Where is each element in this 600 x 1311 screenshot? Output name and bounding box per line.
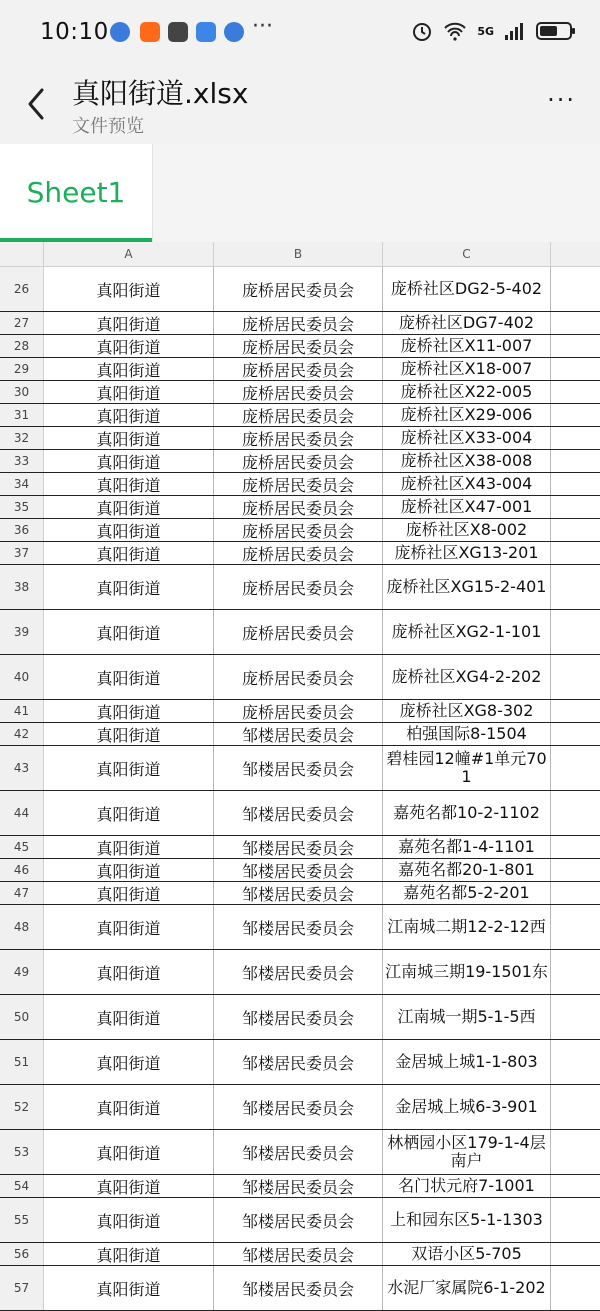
cell-empty[interactable] [551,655,600,699]
table-row [0,404,600,427]
cell-empty[interactable] [551,358,600,380]
table-row [0,995,600,1040]
cell-street[interactable]: 真阳街道 [44,746,214,790]
cell-empty[interactable] [551,1243,600,1265]
row-number[interactable]: 50 [0,995,44,1039]
cell-street[interactable]: 真阳街道 [44,542,214,564]
table-row [0,700,600,723]
row-number[interactable]: 49 [0,950,44,994]
row-number[interactable]: 26 [0,267,44,311]
cell-street[interactable]: 真阳街道 [44,312,214,334]
cell-address[interactable]: 庞桥社区X11-007 [383,335,551,357]
row-number[interactable]: 34 [0,473,44,495]
cell-committee[interactable]: 邹楼居民委员会 [214,1130,383,1174]
table-row [0,1085,600,1130]
cell-empty[interactable] [551,1085,600,1129]
cell-address[interactable]: 庞桥社区X33-004 [383,427,551,449]
cell-street[interactable]: 真阳街道 [44,496,214,518]
cell-address[interactable]: 嘉苑名都5-2-201 [383,882,551,904]
cell-empty[interactable] [551,610,600,654]
cell-address[interactable]: 江南城一期5-1-5西 [383,995,551,1039]
cell-address[interactable]: 名门状元府7-1001 [383,1175,551,1197]
cell-street[interactable]: 真阳街道 [44,610,214,654]
cell-committee[interactable]: 邹楼居民委员会 [214,1175,383,1197]
cell-address[interactable]: 庞桥社区XG8-302 [383,700,551,722]
cell-street[interactable]: 真阳街道 [44,427,214,449]
cell-address[interactable]: 庞桥社区DG7-402 [383,312,551,334]
row-number[interactable]: 43 [0,746,44,790]
cell-empty[interactable] [551,905,600,949]
cell-street[interactable]: 真阳街道 [44,381,214,403]
row-number[interactable]: 29 [0,358,44,380]
cell-address[interactable]: 水泥厂家属院6-1-202 [383,1266,551,1310]
column-header-row [0,242,600,267]
tab-label: Sheet1 [26,176,126,209]
row-number[interactable]: 53 [0,1130,44,1174]
cell-street[interactable]: 真阳街道 [44,1198,214,1242]
cell-address[interactable]: 庞桥社区X22-005 [383,381,551,403]
tab-sheet1[interactable] [0,144,153,242]
row-number[interactable]: 39 [0,610,44,654]
cell-committee[interactable]: 邹楼居民委员会 [214,746,383,790]
cell-committee[interactable]: 庞桥居民委员会 [214,381,383,403]
row-number[interactable]: 28 [0,335,44,357]
cell-street[interactable]: 真阳街道 [44,450,214,472]
table-row [0,267,600,312]
cell-street[interactable]: 真阳街道 [44,882,214,904]
cell-committee[interactable]: 邹楼居民委员会 [214,1040,383,1084]
cell-address[interactable]: 碧桂园12幢#1单元701 [383,746,551,790]
cell-address[interactable]: 庞桥社区XG2-1-101 [383,610,551,654]
cell-address[interactable]: 江南城二期12-2-12西 [383,905,551,949]
cell-empty[interactable] [551,450,600,472]
cell-empty[interactable] [551,267,600,311]
back-arrow-icon[interactable] [20,84,52,124]
network-type: 5G [477,24,494,38]
cell-address[interactable]: 庞桥社区X29-006 [383,404,551,426]
row-number[interactable]: 45 [0,836,44,858]
spreadsheet-grid[interactable] [0,242,600,1311]
column-header-d[interactable] [551,242,600,266]
cell-street[interactable]: 真阳街道 [44,1085,214,1129]
table-row [0,473,600,496]
row-number[interactable]: 35 [0,496,44,518]
cell-street[interactable]: 真阳街道 [44,267,214,311]
row-number[interactable]: 30 [0,381,44,403]
table-row [0,859,600,882]
cell-address[interactable]: 上和园东区5-1-1303 [383,1198,551,1242]
corner-cell[interactable] [0,242,44,266]
cell-committee[interactable]: 庞桥居民委员会 [214,358,383,380]
cell-committee[interactable]: 庞桥居民委员会 [214,335,383,357]
cell-street[interactable]: 真阳街道 [44,905,214,949]
table-row [0,496,600,519]
cell-committee[interactable]: 邹楼居民委员会 [214,905,383,949]
more-options-icon[interactable]: ··· [547,86,576,114]
cell-committee[interactable]: 庞桥居民委员会 [214,450,383,472]
status-right [411,20,572,42]
cell-committee[interactable]: 邹楼居民委员会 [214,1266,383,1310]
row-number[interactable]: 56 [0,1243,44,1265]
cell-address[interactable]: 庞桥社区X8-002 [383,519,551,541]
table-row [0,358,600,381]
status-time: 10:10 [40,19,109,45]
cell-address[interactable]: 庞桥社区XG4-2-202 [383,655,551,699]
cell-street[interactable]: 真阳街道 [44,995,214,1039]
alarm-icon [411,20,433,42]
table-row [0,950,600,995]
cell-street[interactable]: 真阳街道 [44,1243,214,1265]
cell-committee[interactable]: 庞桥居民委员会 [214,519,383,541]
cell-committee[interactable]: 庞桥居民委员会 [214,267,383,311]
row-number[interactable]: 44 [0,791,44,835]
cell-empty[interactable] [551,791,600,835]
table-row [0,381,600,404]
cell-street[interactable]: 真阳街道 [44,1130,214,1174]
row-number[interactable]: 27 [0,312,44,334]
cell-empty[interactable] [551,700,600,722]
browser-icon [224,22,244,42]
cell-empty[interactable] [551,746,600,790]
cell-committee[interactable]: 庞桥居民委员会 [214,312,383,334]
row-number[interactable]: 37 [0,542,44,564]
cell-committee[interactable]: 庞桥居民委员会 [214,404,383,426]
cell-committee[interactable]: 邹楼居民委员会 [214,859,383,881]
battery-icon [536,22,572,40]
signal-icon [504,21,526,41]
cell-address[interactable]: 庞桥社区XG15-2-401 [383,565,551,609]
cell-address[interactable]: 嘉苑名都1-4-1101 [383,836,551,858]
cell-committee[interactable]: 邹楼居民委员会 [214,1085,383,1129]
cell-address[interactable]: 庞桥社区X18-007 [383,358,551,380]
cell-committee[interactable]: 邹楼居民委员会 [214,1198,383,1242]
row-number[interactable]: 52 [0,1085,44,1129]
table-row [0,450,600,473]
row-number[interactable]: 36 [0,519,44,541]
cell-empty[interactable] [551,995,600,1039]
cell-street[interactable]: 真阳街道 [44,473,214,495]
cell-address[interactable]: 庞桥社区X47-001 [383,496,551,518]
table-row [0,723,600,746]
cell-committee[interactable]: 庞桥居民委员会 [214,655,383,699]
calendar-icon [196,22,216,42]
cell-address[interactable]: 嘉苑名都20-1-801 [383,859,551,881]
row-number[interactable]: 32 [0,427,44,449]
cell-empty[interactable] [551,427,600,449]
sheet-tab-bar [0,144,600,243]
cell-address[interactable]: 金居城上城1-1-803 [383,1040,551,1084]
cell-committee[interactable]: 邹楼居民委员会 [214,723,383,745]
cell-committee[interactable]: 庞桥居民委员会 [214,473,383,495]
cell-committee[interactable]: 庞桥居民委员会 [214,610,383,654]
cell-address[interactable]: 嘉苑名都10-2-1102 [383,791,551,835]
cell-address[interactable]: 江南城三期19-1501东 [383,950,551,994]
cell-committee[interactable]: 邹楼居民委员会 [214,836,383,858]
table-row [0,1198,600,1243]
taobao-icon [140,22,160,42]
title-bar [0,64,600,144]
cell-committee[interactable]: 庞桥居民委员会 [214,427,383,449]
cell-address[interactable]: 林栖园小区179-1-4层南户 [383,1130,551,1174]
cell-street[interactable]: 真阳街道 [44,1040,214,1084]
cell-empty[interactable] [551,1266,600,1310]
row-number[interactable]: 57 [0,1266,44,1310]
cell-committee[interactable]: 邹楼居民委员会 [214,882,383,904]
row-number[interactable]: 38 [0,565,44,609]
cell-empty[interactable] [551,1040,600,1084]
cell-street[interactable]: 真阳街道 [44,404,214,426]
table-row [0,791,600,836]
row-number[interactable]: 41 [0,700,44,722]
cell-committee[interactable]: 邹楼居民委员会 [214,995,383,1039]
row-number[interactable]: 55 [0,1198,44,1242]
cell-empty[interactable] [551,519,600,541]
cell-committee[interactable]: 邹楼居民委员会 [214,1243,383,1265]
row-number[interactable]: 42 [0,723,44,745]
cell-empty[interactable] [551,1130,600,1174]
cell-address[interactable]: 庞桥社区X38-008 [383,450,551,472]
cell-empty[interactable] [551,859,600,881]
column-header-a[interactable]: A [44,242,214,266]
cell-empty[interactable] [551,950,600,994]
grid-rows [0,267,600,1311]
cell-empty[interactable] [551,496,600,518]
table-row [0,655,600,700]
file-title: 真阳街道.xlsx [72,77,249,110]
cell-street[interactable]: 真阳街道 [44,1175,214,1197]
cell-empty[interactable] [551,882,600,904]
cell-address[interactable]: 双语小区5-705 [383,1243,551,1265]
cell-street[interactable]: 真阳街道 [44,565,214,609]
cell-committee[interactable]: 邹楼居民委员会 [214,791,383,835]
table-row [0,1266,600,1311]
table-row [0,905,600,950]
table-row [0,312,600,335]
row-number[interactable]: 31 [0,404,44,426]
row-number[interactable]: 40 [0,655,44,699]
table-row [0,565,600,610]
table-row [0,746,600,791]
row-number[interactable]: 48 [0,905,44,949]
table-row [0,1130,600,1175]
cell-street[interactable]: 真阳街道 [44,655,214,699]
table-row [0,836,600,859]
cell-street[interactable]: 真阳街道 [44,950,214,994]
table-row [0,542,600,565]
cell-empty[interactable] [551,473,600,495]
cell-committee[interactable]: 庞桥居民委员会 [214,496,383,518]
cell-empty[interactable] [551,1175,600,1197]
row-number[interactable]: 51 [0,1040,44,1084]
cell-street[interactable]: 真阳街道 [44,836,214,858]
cell-empty[interactable] [551,335,600,357]
cell-empty[interactable] [551,836,600,858]
cell-street[interactable]: 真阳街道 [44,700,214,722]
cell-street[interactable]: 真阳街道 [44,791,214,835]
cell-empty[interactable] [551,381,600,403]
table-row [0,1040,600,1085]
cell-address[interactable]: 庞桥社区X43-004 [383,473,551,495]
cell-street[interactable]: 真阳街道 [44,723,214,745]
cell-address[interactable]: 金居城上城6-3-901 [383,1085,551,1129]
browser-icon [110,22,130,42]
cell-street[interactable]: 真阳街道 [44,859,214,881]
row-number[interactable]: 47 [0,882,44,904]
status-bar [0,0,600,64]
cell-empty[interactable] [551,565,600,609]
cell-empty[interactable] [551,404,600,426]
table-row [0,610,600,655]
cell-empty[interactable] [551,1198,600,1242]
more-notifications-icon: ··· [252,14,273,39]
cell-committee[interactable]: 邹楼居民委员会 [214,950,383,994]
row-number[interactable]: 33 [0,450,44,472]
cell-address[interactable]: 庞桥社区XG13-201 [383,542,551,564]
cell-empty[interactable] [551,312,600,334]
cell-empty[interactable] [551,723,600,745]
table-row [0,427,600,450]
row-number[interactable]: 54 [0,1175,44,1197]
table-row [0,519,600,542]
table-row [0,335,600,358]
table-row [0,1243,600,1266]
cell-committee[interactable]: 庞桥居民委员会 [214,542,383,564]
cell-street[interactable]: 真阳街道 [44,335,214,357]
cell-street[interactable]: 真阳街道 [44,1266,214,1310]
cell-address[interactable]: 庞桥社区DG2-5-402 [383,267,551,311]
wifi-icon [443,21,467,41]
cell-committee[interactable]: 庞桥居民委员会 [214,565,383,609]
table-row [0,882,600,905]
cell-empty[interactable] [551,542,600,564]
column-header-c[interactable]: C [383,242,551,266]
file-subtitle: 文件预览 [72,116,144,137]
cell-committee[interactable]: 庞桥居民委员会 [214,700,383,722]
table-row [0,1175,600,1198]
cell-street[interactable]: 真阳街道 [44,519,214,541]
cell-street[interactable]: 真阳街道 [44,358,214,380]
row-number[interactable]: 46 [0,859,44,881]
hand-icon [168,22,188,42]
column-header-b[interactable]: B [214,242,383,266]
cell-address[interactable]: 柏强国际8-1504 [383,723,551,745]
